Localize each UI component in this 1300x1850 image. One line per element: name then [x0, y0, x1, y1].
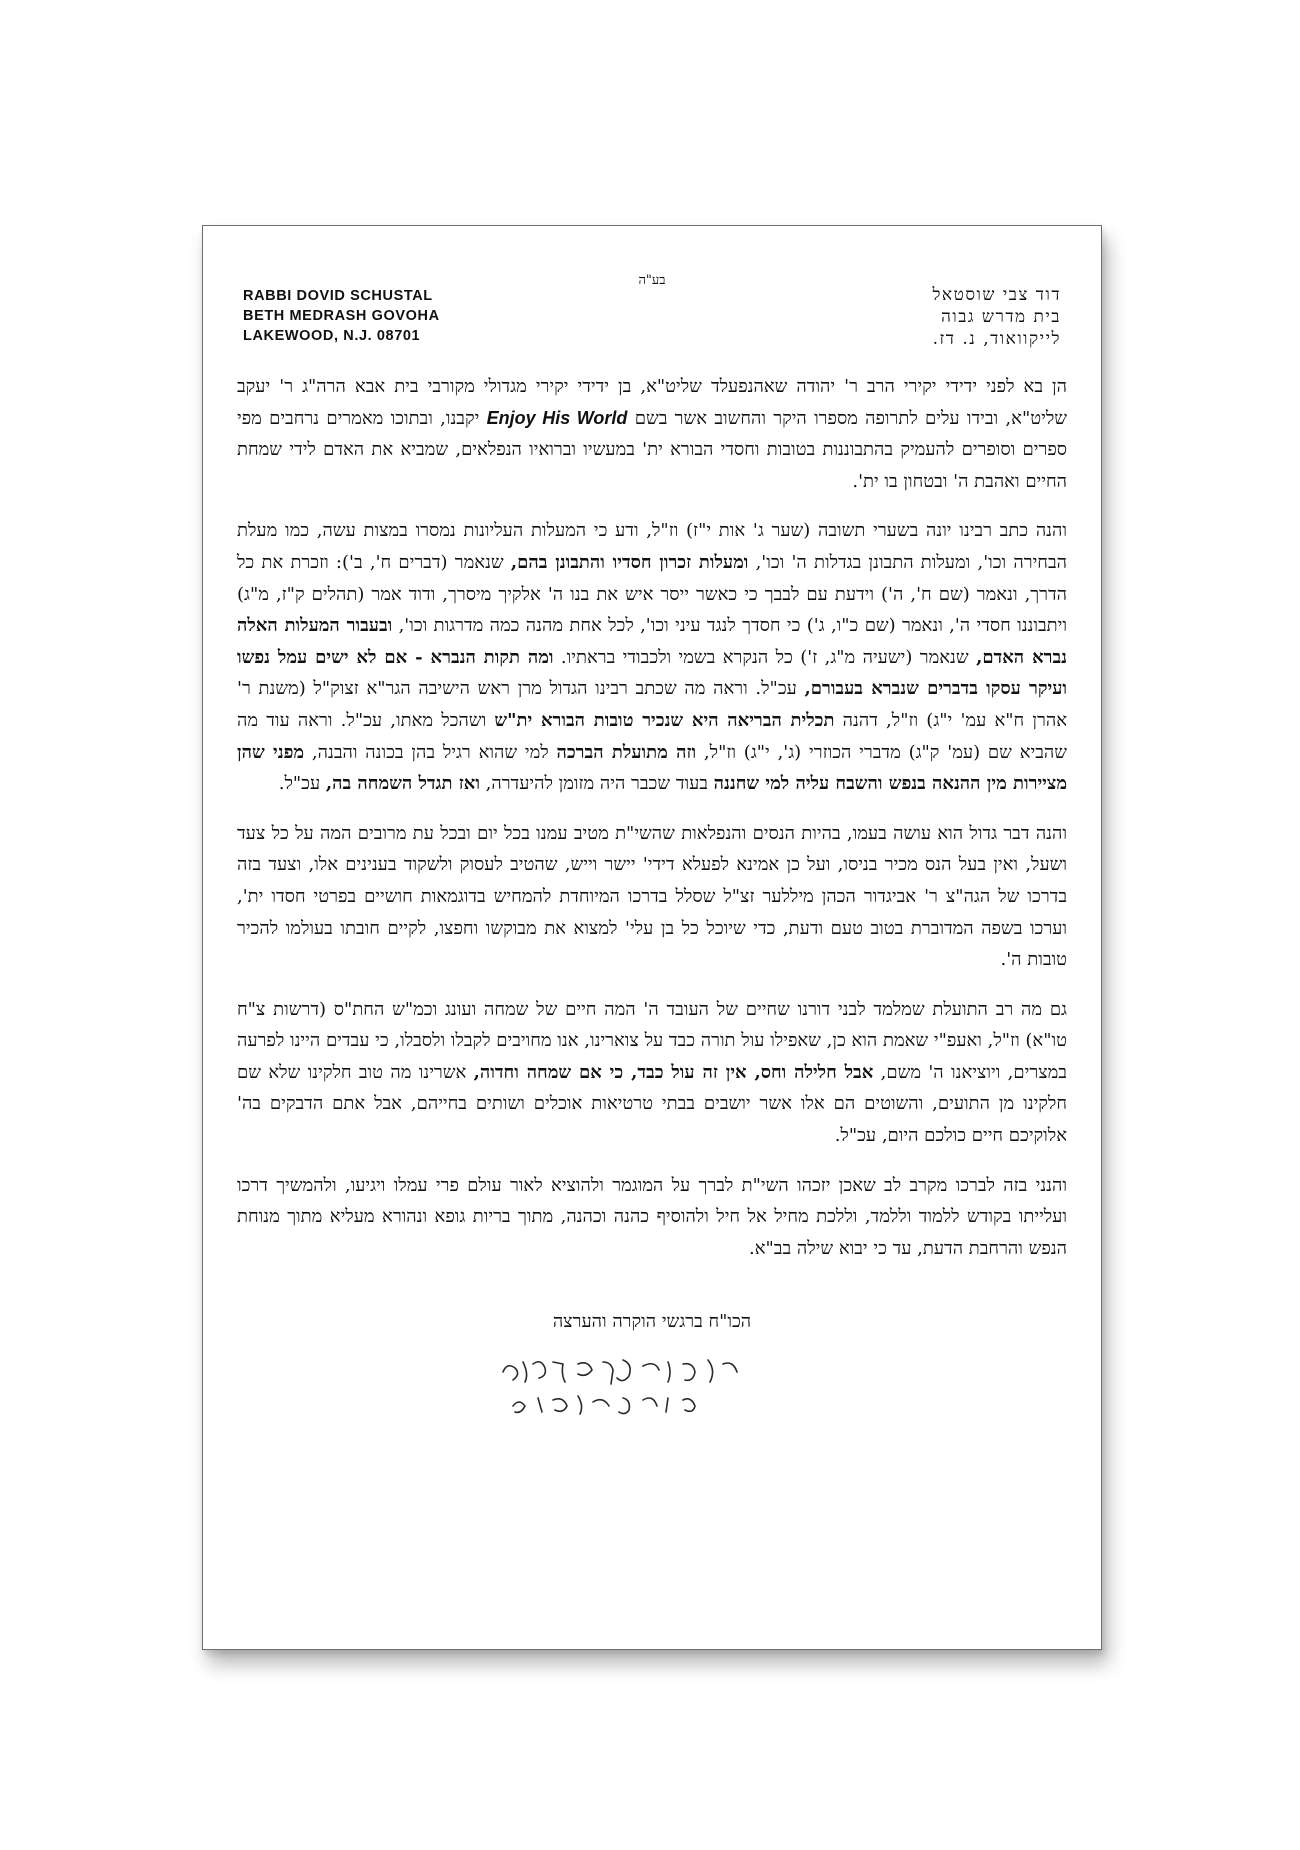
letter-page	[202, 225, 1102, 1650]
paragraph-2-run-9: וזה מתועלת הברכה	[556, 741, 697, 763]
letterhead-address-en: LAKEWOOD, N.J. 08701	[243, 328, 421, 344]
letterhead-address-he: לייקוואוד, נ. דז.	[932, 329, 1061, 349]
paragraph-2-run-12: בעוד שכבר היה מזומן להיעדרה,	[479, 773, 714, 795]
letterhead-english	[243, 286, 440, 346]
paragraph-2-run-10: למי שהוא רגיל בהן בכונה והבנה,	[304, 741, 557, 763]
paragraph-2-run-1: ומעלות זכרון חסדיו והתבונן בהם,	[510, 551, 749, 573]
paragraph-2-run-13: ואז תגדל השמחה בה,	[325, 773, 480, 795]
letterhead-institution-en: BETH MEDRASH GOVOHA	[243, 308, 440, 324]
paragraph-1-text-b: יקבנו, ובתוכו מאמרים נרחבים מפי ספרים וסופרים להעמיק בהתבוננות בטובות וחסדי הבורא ית' במעשיו וברואיו הנפלאים, שמביא את האדם לידי שמחת החיים ואהבת ה' ובטחון בו ית'.	[237, 407, 1067, 492]
paragraph-5: והנני בזה לברכו מקרב לב שאכן יזכהו השי"ת לברך על המוגמר ולהוציא לאור עולם פרי עמלו ויגיעו, ולהמשיך דרכו ועלייתו בקודש ללמוד וללמד, וללכת מחיל אל חיל ולהוסיף כהנה וכהנה, מתוך בריות גופא ונהורא מעליא מתוך מנוחת הנפש והרחבת הדעת, עד כי יבוא שילה בב"א.	[237, 1174, 1067, 1259]
paragraph-4-run-0: גם מה רב התועלת שמלמד לבני דורנו שחיים של העובד ה' המה חיים של שמחה ועונג וכמ"ש החת"ס (דרשות צ"ח טו"א) וז"ל, ואעפ"י שאמת הוא כן, שאפילו עול תורה כבד על צוארינו, אנו מחויבים לקבלו ולסבלו, כי עבדים היינו לפרעה במצרים, ויוציאנו ה' משם,	[237, 998, 1067, 1083]
paragraph-1	[237, 371, 1067, 497]
paragraph-1-text-a: הן בא לפני ידידי יקירי הרב ר' יהודה שאהנפעלד שליט"א, בן ידידי יקירי מגדולי מקורבי בית אבא הרה"ג ר' יעקב שליט"א, ובידו עלים לתרופה מספרו היקר והחשוב אשר בשם	[237, 376, 1068, 429]
closing-line: הכו"ח ברגשי הוקרה והערצה	[552, 1311, 752, 1332]
book-title: Enjoy His World	[486, 407, 628, 428]
paragraph-2-run-5: ומה תקות הנברא - אם לא ישים עמל נפשו ועיקר עסקו בדברים שנברא בעבורם,	[237, 646, 1067, 700]
paragraph-4-run-1: אבל חלילה וחס, אין זה עול כבד, כי אם שמחה וחדוה,	[473, 1061, 874, 1083]
paragraph-4-run-2: אשרינו מה טוב חלקינו שלא שם חלקינו מן התועים, והשוטים הם אלו אשר יושבים בבתי טרטיאות אוכלים ושותים בחייהם, אבל אתם הדבקים בה' אלוקיכם חיים כולכם היום, עכ"ל.	[237, 1061, 1067, 1147]
paragraph-2	[237, 515, 1067, 799]
paragraph-3: והנה דבר גדול הוא עושה בעמו, בהיות הנסים והנפלאות שהשי"ת מטיב עמנו בכל יום ובכל עת מרובים המה על כל צעד ושעל, ואין בעל הנס מכיר בניסו, ועל כן אמינא לפעלא דידי' יישר וייש, שהטיב לעסוק ולשקוד בענינים אלו, וצעד בזה בדרכו של הגה"צ ר' אביגדור הכהן מיללער זצ"ל שסלל בדרכו המיוחדת להמחיש בדוגמאות חושיים בפרטי חסדו ית', וערכו בשפה המדוברת בטוב טעם ודעת, כדי שיוכל כל בן עלי' למצוא את מבוקשו וחפצו, לקיים חובתו בעולמו להכיר טובות ה'.	[237, 822, 1067, 971]
paragraph-2-run-3: ובעבור המעלות האלה נברא האדם,	[237, 615, 1067, 668]
letterhead-hebrew	[932, 284, 1061, 350]
paragraph-2-run-2: שנאמר (דברים ח', ב'): וזכרת את כל הדרך, ונאמר (שם ח', ה') וידעת עם לבבך כי כאשר ייסר איש את בנו ה' אלקיך מיסרך, ודוד אמר (תהלים ק"ז, מ"ג) ויתבוננו חסדי ה', ונאמר (שם כ"ו, ג') כי חסדך לנגד עיני וכו', לכל אחת מהנה כמה מדרגות וכו',	[237, 551, 1067, 637]
paragraph-2-run-7: תכלית הבריאה היא שנכיר טובות הבורא ית"ש	[494, 709, 835, 731]
letter-body	[237, 371, 1067, 1282]
paragraph-2-run-0: והנה כתב רבינו יונה בשערי תשובה (שער ג' אות י"ז) וז"ל, ודע כי המעלות העליונות נמסרו במצות עשה, כמו מעלת הבחירה וכו', ומעלות התבונן בגדלות ה' וכו',	[237, 520, 1067, 573]
handwritten-signature	[483, 1344, 783, 1424]
paragraph-2-run-11: מפני שהן מציירות מין ההנאה בנפש והשבח עליה למי שחננה	[237, 741, 1067, 795]
letterhead-institution-he: בית מדרש גבוה	[941, 307, 1061, 327]
letterhead-name-he: דוד צבי שוסטאל	[932, 285, 1061, 305]
paragraph-2-run-4: שנאמר (ישעיה מ"ג, ז') כל הנקרא בשמי ולכבודי בראתיו.	[553, 646, 977, 668]
paragraph-2-run-8: ושהכל מאתו, עכ"ל. וראה עוד מה שהביא שם (עמ' ק"ג) מדברי הכוזרי (ג', י"ג) וז"ל,	[237, 709, 1067, 763]
paragraph-2-run-14: עכ"ל.	[278, 773, 326, 795]
paragraph-4	[237, 994, 1067, 1152]
letterhead-name-en: RABBI DOVID SCHUSTAL	[243, 288, 433, 304]
paragraph-2-run-6: עכ"ל. וראה מה שכתב רבינו הגדול מרן ראש הישיבה הגר"א זצוק"ל (משנת ר' אהרן ח"א עמ' י"ג) וז"ל, דהנה	[237, 678, 1067, 731]
top-mark: בע"ה	[638, 273, 666, 288]
